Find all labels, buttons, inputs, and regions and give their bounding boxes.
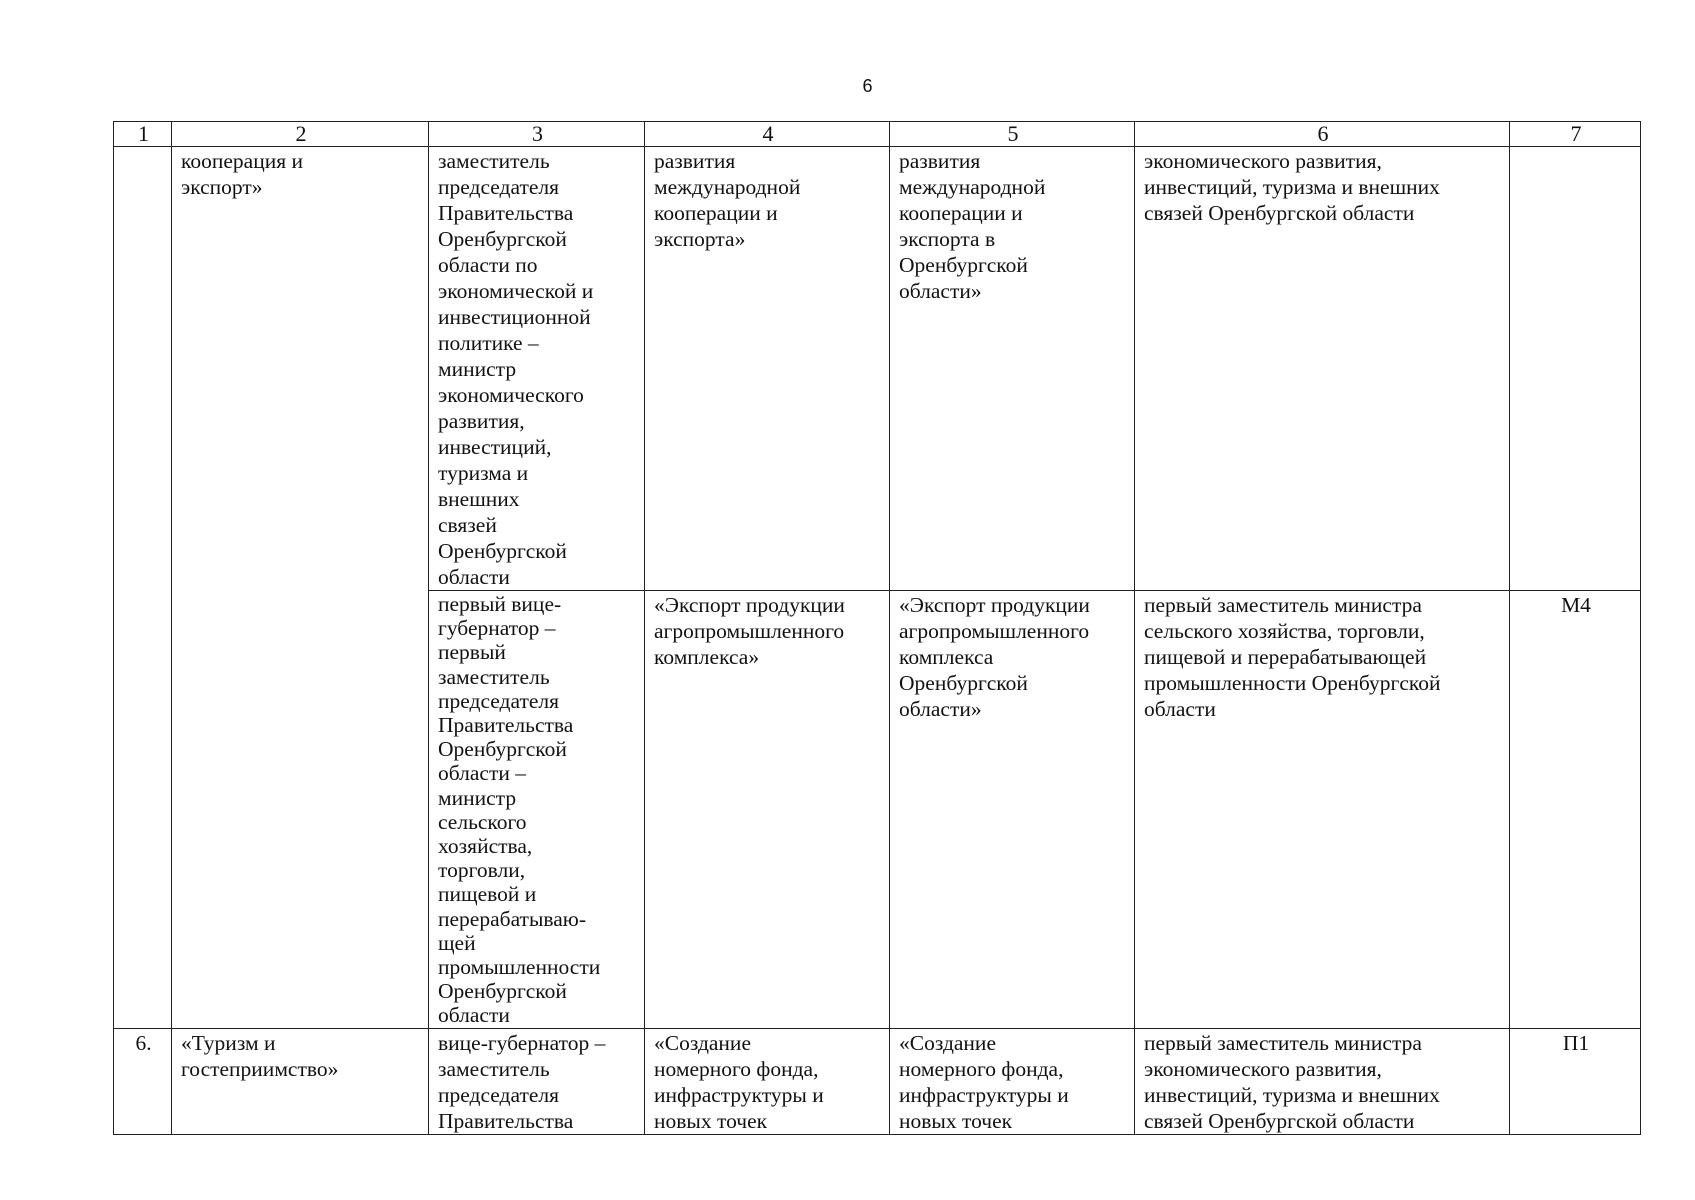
header-row: [114, 122, 1641, 147]
curator-cell: первый вице- губернатор – первый заместитель председателя Правительства Оренбургской области – министр сельского хозяйства, торговли, пищевой и перерабатываю- щей промышленности Оренбургской области: [429, 591, 645, 1029]
header-cell-5: 5: [890, 122, 1135, 147]
regional-project-cell: развития международной кооперации и экспорта в Оренбургской области»: [890, 147, 1135, 591]
table-row: [114, 147, 1641, 591]
curator-cell: вице-губернатор – заместитель председателя Правительства: [429, 1028, 645, 1134]
curator-cell: заместитель председателя Правительства Оренбургской области по экономической и инвестиционной политике – министр экономического развития, инвестиций, туризма и внешних связей Оренбургской области: [429, 147, 645, 591]
table-row: [114, 1028, 1641, 1134]
federal-project-cell: «Экспорт продукции агропромышленного комплекса»: [645, 591, 890, 1029]
header-cell-4: 4: [645, 122, 890, 147]
header-cell-6: 6: [1135, 122, 1510, 147]
federal-project-cell: «Создание номерного фонда, инфраструктуры и новых точек: [645, 1028, 890, 1134]
responsible-cell: первый заместитель министра сельского хозяйства, торговли, пищевой и перерабатывающей промышленности Оренбургской области: [1135, 591, 1510, 1029]
regional-project-cell: «Экспорт продукции агропромышленного комплекса Оренбургской области»: [890, 591, 1135, 1029]
code-cell: [1510, 147, 1641, 591]
responsible-cell: экономического развития, инвестиций, туризма и внешних связей Оренбургской области: [1135, 147, 1510, 591]
row-number-cell: 6.: [114, 1028, 172, 1134]
code-cell: П1: [1510, 1028, 1641, 1134]
federal-project-cell: развития международной кооперации и экспорта»: [645, 147, 890, 591]
header-cell-2: 2: [172, 122, 429, 147]
header-cell-1: 1: [114, 122, 172, 147]
header-cell-7: 7: [1510, 122, 1641, 147]
page-number: 6: [862, 76, 873, 96]
project-name-cell: «Туризм и гостеприимство»: [172, 1028, 429, 1134]
row-number-cell: [114, 147, 172, 1029]
header-cell-3: 3: [429, 122, 645, 147]
project-name-cell: кооперация и экспорт»: [172, 147, 429, 1029]
code-cell: М4: [1510, 591, 1641, 1029]
document-table: [113, 121, 1641, 1135]
responsible-cell: первый заместитель министра экономического развития, инвестиций, туризма и внешних связей Оренбургской области: [1135, 1028, 1510, 1134]
regional-project-cell: «Создание номерного фонда, инфраструктуры и новых точек: [890, 1028, 1135, 1134]
